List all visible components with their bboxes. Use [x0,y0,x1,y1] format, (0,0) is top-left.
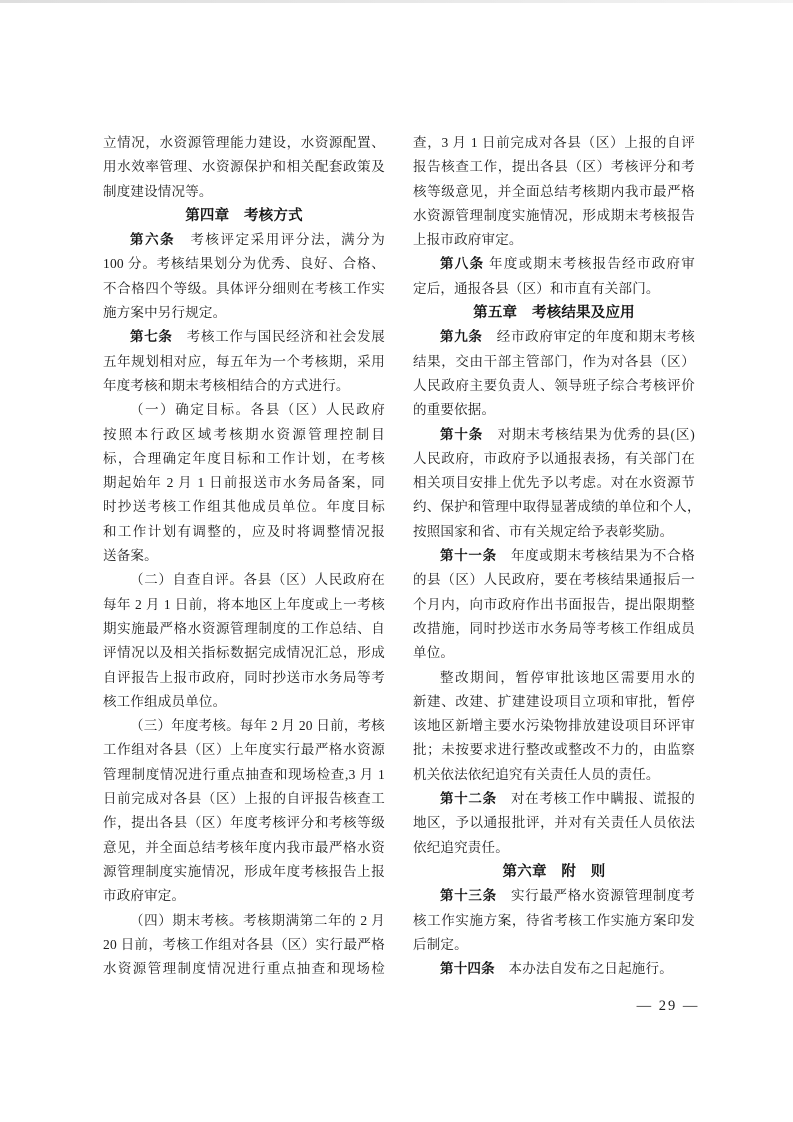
text-line: 个月内，向市政府作出书面报告，提出限期整 [413,596,695,612]
text-line: 和工作计划有调整的，应及时将调整情况报 [103,523,385,539]
text-line: 每年 2 月 1 日前，将本地区上年度或上一考核 [103,596,385,612]
text-line: 按照国家和省、市有关规定给予表彰奖励。 [413,523,674,539]
text-line: 作，提出各县（区）年度考核评分和考核等级 [103,815,385,831]
text-line: 年度考核和期末考核相结合的方式进行。 [103,377,350,393]
text-line: 第九条 经市政府审定的年度和期末考核 [440,329,696,345]
article-number: 第十一条 [440,548,497,564]
text-line: （一）确定目标。各县（区）人民政府 [130,402,385,418]
text-line: 机关依法依纪追究有关责任人员的责任。 [413,766,660,782]
text-line: 依纪追究责任。 [413,839,509,855]
article-number: 第十条 [440,426,484,442]
text-line: （四）期末考核。考核期满第二年的 2 月 [130,912,385,928]
text-line: 整改期间，暂停审批该地区需要用水的 [440,669,695,685]
text-line: 第十一条 年度或期末考核结果为不合格 [440,548,695,564]
text-line: 第七条 考核工作与国民经济和社会发展 [130,329,386,345]
text-line: 核等级意见，并全面总结考核期内我市最严格 [413,183,695,199]
chapter-heading: 第六章 附 则 [502,863,606,880]
text-line: 结果，交由干部主管部门，作为对各县（区） [413,353,695,369]
text-line: 的县（区）人民政府，要在考核结果通报后一 [413,572,695,588]
text-line: 定后，通报各县（区）和市直有关部门。 [413,280,660,296]
text-line: 水资源管理制度实施情况，形成期末考核报告 [413,207,695,223]
text-line: （三）年度考核。每年 2 月 20 日前，考核 [130,718,385,734]
chapter-heading: 第四章 考核方式 [185,207,303,224]
text-line: 新建、改建、扩建建设项目立项和审批，暂停 [413,693,695,709]
text-line: 100 分。考核结果划分为优秀、良好、合格、 [103,256,385,272]
article-number: 第十二条 [440,791,497,807]
text-line: 按照本行政区域考核期水资源管理控制目 [103,426,385,442]
article-number: 第十三条 [440,888,497,904]
text-line: 改措施，同时抄送市水务局等考核工作组成员 [413,620,695,636]
text-line: 源管理制度实施情况，形成年度考核报告上报 [103,863,385,879]
text-line: 制度建设情况等。 [103,183,213,199]
text-line: 人民政府主要负责人、领导班子综合考核评价 [413,377,695,393]
text-line: 20 日前，考核工作组对各县（区）实行最严格 [103,936,385,952]
text-line: 单位。 [413,645,455,661]
text-line: 用水效率管理、水资源保护和相关配套政策及 [103,159,385,175]
text-line: 管理制度情况进行重点抽查和现场检查,3 月 1 [103,766,385,782]
text-column-left [103,131,385,981]
text-line: 时抄送考核工作组其他成员单位。年度目标 [103,499,385,515]
text-line: 批；未按要求进行整改或整改不力的，由监察 [413,742,695,758]
article-number: 第十四条 [440,961,495,977]
text-line: 相关项目安排上优先予以考虑。对在水资源节 [413,475,695,491]
text-line: 日前完成对各县（区）上报的自评报告核查工 [103,791,385,807]
text-line: 立情况，水资源管理能力建设，水资源配置、 [103,135,385,150]
article-number: 第六条 [130,232,176,248]
text-line: 自评报告上报市政府，同时抄送市水务局等考 [103,669,385,685]
text-line: 第六条 考核评定采用评分法，满分为 [130,232,385,248]
text-line: 上报市政府审定。 [413,232,523,248]
article-number: 第八条 [440,256,485,272]
text-line: 送备案。 [103,548,158,564]
text-line: 约、保护和管理中取得显著成绩的单位和个人， [413,499,701,515]
text-line: 核工作实施方案，待省考核工作实施方案印发 [413,912,695,928]
text-line: 第八条 年度或期末考核报告经市政府审 [440,256,695,272]
text-line: 该地区新增主要水污染物排放建设项目环评审 [413,718,695,734]
text-line: 核工作组成员单位。 [103,693,227,709]
text-line: 标，合理确定年度目标和工作计划，在考核 [103,450,385,466]
text-line: 期实施最严格水资源管理制度的工作总结、自 [103,620,385,636]
text-line: 施方案中另行规定。 [103,305,227,321]
text-line: （二）自查自评。各县（区）人民政府在 [130,572,385,588]
text-line: 后制定。 [413,936,468,952]
text-line: 期起始年 2 月 1 日前报送市水务局备案，同 [103,475,385,491]
text-line: 五年规划相对应，每五年为一个考核期，采用 [103,353,385,369]
text-line: 的重要依据。 [413,402,496,418]
text-line: 地区，予以通报批评，并对有关责任人员依法 [413,815,695,831]
article-number: 第七条 [130,329,173,345]
text-line: 意见，并全面总结考核年度内我市最严格水资 [103,839,385,855]
scan-edge-artifact [0,0,793,3]
page-number: — 29 — [636,998,700,1014]
text-line: 不合格四个等级。具体评分细则在考核工作实 [103,280,385,296]
text-line: 报告核查工作，提出各县（区）考核评分和考 [413,159,695,175]
text-line: 市政府审定。 [103,888,186,904]
text-line: 水资源管理制度情况进行重点抽查和现场检 [103,961,385,977]
text-line: 工作组对各县（区）上年度实行最严格水资源 [103,742,385,758]
text-line: 查，3 月 1 日前完成对各县（区）上报的自评 [413,135,695,150]
article-number: 第九条 [440,329,483,345]
text-line: 评情况以及相关指标数据完成情况汇总，形成 [103,645,385,661]
chapter-heading: 第五章 考核结果及应用 [473,305,635,322]
text-line: 第十三条 实行最严格水资源管理制度考 [440,888,695,904]
text-line: 第十二条 对在考核工作中瞒报、谎报的 [440,791,695,807]
text-line: 人民政府，市政府予以通报表扬，有关部门在 [413,450,695,466]
text-line: 第十条 对期末考核结果为优秀的县(区) [440,426,695,442]
text-column-right [413,131,701,981]
text-line: 第十四条 本办法自发布之日起施行。 [440,961,673,977]
